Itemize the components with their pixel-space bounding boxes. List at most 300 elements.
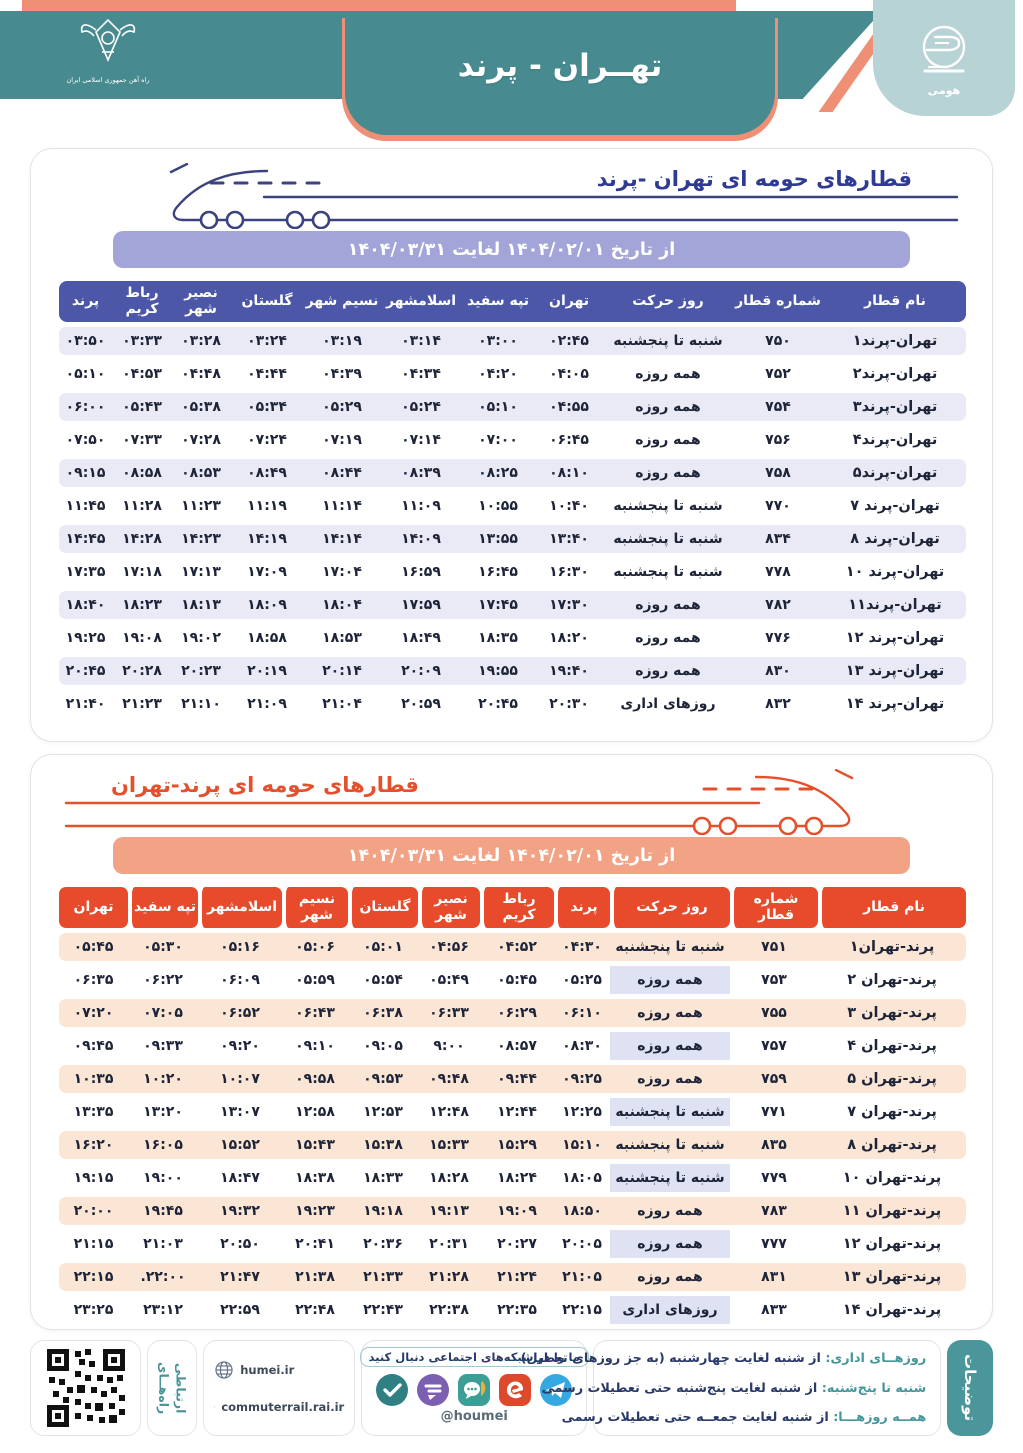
time-cell: ۲۱:۰۳ bbox=[143, 1236, 183, 1253]
website-url[interactable]: commuterrail.rai.ir bbox=[221, 1399, 345, 1414]
time-cell: ۰۶:۳۵ bbox=[73, 972, 114, 989]
time-cell: ۰۵:۲۴ bbox=[380, 393, 462, 421]
time-cell: ۱۳:۲۰ bbox=[143, 1104, 183, 1121]
time-cell: ۱۲:۵۸ bbox=[295, 1104, 335, 1121]
column-header: پرند bbox=[554, 887, 610, 928]
time-cell: ۲۰:۵۹ bbox=[401, 696, 441, 713]
operating-days-cell: همه روزه bbox=[604, 459, 732, 487]
table-row bbox=[59, 690, 966, 718]
time-cell: ۲۱:۰۴ bbox=[322, 696, 362, 713]
train-number-cell: ۷۷۶ bbox=[765, 630, 791, 647]
time-cell: ۲۱:۱۰ bbox=[181, 696, 221, 713]
time-cell: ۲۲:۴۳ bbox=[363, 1302, 403, 1319]
contact-label: راه‌هــای bbox=[156, 1361, 172, 1415]
time-cell: ۱۷:۱۸ bbox=[122, 564, 162, 581]
time-cell: ۰۷:۲۴ bbox=[247, 432, 287, 449]
operating-days-cell: همه روزه bbox=[610, 966, 730, 994]
time-cell: ۱۵:۴۳ bbox=[282, 1131, 348, 1159]
time-cell: ۱۴:۲۸ bbox=[112, 525, 172, 553]
time-cell: ۲۰:۰۵ bbox=[562, 1236, 602, 1253]
train-logo-icon bbox=[913, 20, 975, 82]
time-cell: ۱۸:۰۵ bbox=[562, 1170, 602, 1187]
table-row bbox=[59, 1230, 966, 1258]
column-header: روز حرکت bbox=[610, 887, 730, 928]
column-header: تهران bbox=[59, 887, 128, 928]
time-cell: ۰۸:۳۰ bbox=[562, 1038, 602, 1055]
train-number-cell: ۸۳۰ bbox=[732, 657, 824, 685]
time-cell: ۰۸:۵۸ bbox=[112, 459, 172, 487]
operating-days-cell: همه روزه bbox=[635, 432, 701, 449]
time-cell: ۲۳:۱۲ bbox=[143, 1302, 183, 1319]
time-cell: ۲۰:۲۷ bbox=[497, 1236, 537, 1253]
tehran-parand-table bbox=[59, 276, 964, 723]
time-cell: ۰۳:۱۴ bbox=[380, 327, 462, 355]
table-row bbox=[59, 657, 966, 685]
time-cell: ۱۳:۴۰ bbox=[534, 525, 604, 553]
time-cell: ۰۶:۴۵ bbox=[549, 432, 589, 449]
page-header bbox=[0, 0, 1023, 142]
time-cell: ۱۵:۳۳ bbox=[418, 1131, 480, 1159]
time-cell: ۰۳:۱۹ bbox=[304, 327, 380, 355]
train-number-cell: ۷۸۲ bbox=[732, 591, 824, 619]
train-name-cell: پرند-تهران ۴ bbox=[847, 1038, 937, 1055]
time-cell: ۰۸:۵۳ bbox=[172, 459, 230, 487]
time-cell: ۱۸:۲۳ bbox=[112, 591, 172, 619]
column-header: نسیم شهر bbox=[304, 281, 380, 322]
column-header: شماره قطار bbox=[730, 887, 818, 928]
column-header: روز حرکت bbox=[604, 281, 732, 322]
time-cell: ۱۷:۰۴ bbox=[322, 564, 362, 581]
table-row bbox=[59, 459, 966, 487]
time-cell: ۰۷:۳۳ bbox=[122, 432, 162, 449]
operating-days-cell: شنبه تا پنجشنبه bbox=[610, 1131, 730, 1159]
time-cell: ۰۵:۳۰ bbox=[128, 933, 198, 961]
time-cell: ۲۰:۴۵ bbox=[478, 696, 518, 713]
operating-days-cell: همه روزه bbox=[610, 999, 730, 1027]
time-cell: ۲۰:۰۰ bbox=[59, 1197, 128, 1225]
time-cell: ۱۸:۳۵ bbox=[478, 630, 518, 647]
train-number-cell: ۷۵۸ bbox=[732, 459, 824, 487]
time-cell: ۲۱:۳۸ bbox=[282, 1263, 348, 1291]
table-row bbox=[59, 1263, 966, 1291]
train-name-cell: پرند-تهران۱ bbox=[818, 933, 966, 961]
operating-days-cell: شنبه تا پنجشنبه bbox=[610, 1164, 730, 1192]
time-cell: ۲۱:۲۸ bbox=[418, 1263, 480, 1291]
houmei-logo bbox=[873, 0, 1015, 116]
time-cell: ۰۴:۲۰ bbox=[478, 366, 518, 383]
note-line: روزهــای اداری: از شنبه لغایت چهارشنبه (به جز روزهای تعطیل) bbox=[520, 1351, 927, 1366]
train-number-cell: ۷۵۹ bbox=[730, 1065, 818, 1093]
social-title: ما را در شبکه‌های اجتماعی دنبال کنید bbox=[360, 1347, 589, 1367]
time-cell: ۰۵:۱۰ bbox=[65, 366, 106, 383]
time-cell: ۰۷:۱۴ bbox=[401, 432, 441, 449]
igap-icon[interactable] bbox=[416, 1373, 450, 1407]
time-cell: ۲۲:۳۸ bbox=[429, 1302, 469, 1319]
column-header: شماره قطار bbox=[732, 281, 824, 322]
column-header: نام قطار bbox=[818, 887, 966, 928]
train-name-cell: تهران-پرند۲ bbox=[852, 366, 938, 383]
table-row bbox=[59, 558, 966, 586]
time-cell: ۱۰:۵۵ bbox=[478, 498, 518, 515]
parand-tehran-card bbox=[30, 754, 993, 1330]
time-cell: ۱۹:۳۲ bbox=[198, 1197, 282, 1225]
time-cell: ۲۰:۱۴ bbox=[304, 657, 380, 685]
time-cell: ۲۳:۲۵ bbox=[73, 1302, 114, 1319]
time-cell: ۱۴:۲۳ bbox=[172, 525, 230, 553]
time-cell: ۰۹:۴۵ bbox=[73, 1038, 114, 1055]
time-cell: ۲۱:۱۵ bbox=[73, 1236, 114, 1253]
time-cell: ۰۷:۵۰ bbox=[65, 432, 106, 449]
section2-date-banner: از تاریخ ۱۴۰۴/۰۲/۰۱ لغایت ۱۴۰۴/۰۳/۳۱ bbox=[113, 837, 909, 874]
time-cell: ۱۲:۴۴ bbox=[497, 1104, 537, 1121]
table-row bbox=[59, 1131, 966, 1159]
time-cell: ۲۰:۲۳ bbox=[172, 657, 230, 685]
table-row bbox=[59, 1065, 966, 1093]
contact-label-card bbox=[147, 1340, 197, 1436]
train-number-cell: ۸۳۱ bbox=[730, 1263, 818, 1291]
table-row bbox=[59, 1296, 966, 1324]
train-number-cell: ۷۵۶ bbox=[765, 432, 791, 449]
time-cell: ۲۲:۱۵ bbox=[59, 1263, 128, 1291]
column-header: تپه سفید bbox=[462, 281, 534, 322]
train-number-cell: ۸۳۵ bbox=[730, 1131, 818, 1159]
column-header: گلستان bbox=[348, 887, 418, 928]
time-cell: ۰۹:۴۴ bbox=[480, 1065, 554, 1093]
train-number-cell: ۷۷۱ bbox=[761, 1104, 787, 1121]
note-line: همــه روزهـــا: از شنبه لغایت جمعــه حتی تعطیلات رسمی bbox=[561, 1410, 927, 1425]
table-row bbox=[59, 426, 966, 454]
time-cell: ۱۷:۰۹ bbox=[247, 564, 287, 581]
train-name-cell: پرند-تهران ۱۱ bbox=[818, 1197, 966, 1225]
operating-days-cell: شنبه تا پنجشنبه bbox=[613, 564, 723, 581]
time-cell: ۱۱:۲۳ bbox=[181, 498, 221, 515]
time-cell: ۱۴:۰۹ bbox=[380, 525, 462, 553]
notes-tab bbox=[947, 1340, 993, 1436]
operating-days-cell: شنبه تا پنجشنبه bbox=[604, 327, 732, 355]
train-name-cell: تهران-پرند ۱۴ bbox=[845, 696, 945, 713]
table-row bbox=[59, 393, 966, 421]
time-cell: ۱۵:۲۹ bbox=[480, 1131, 554, 1159]
column-header: رباط کریم bbox=[480, 887, 554, 928]
train-number-cell: ۷۵۵ bbox=[730, 999, 818, 1027]
time-cell: ۰۷:۱۹ bbox=[322, 432, 362, 449]
time-cell: ۱۲:۴۸ bbox=[429, 1104, 469, 1121]
time-cell: ۲۰:۴۱ bbox=[295, 1236, 335, 1253]
time-cell: ۱۰:۳۵ bbox=[59, 1065, 128, 1093]
time-cell: ۰۹:۲۰ bbox=[220, 1038, 260, 1055]
operating-days-cell: همه روزه bbox=[610, 1032, 730, 1060]
time-cell: ۰۸:۳۹ bbox=[380, 459, 462, 487]
note-line: شنبه تا پنج‌شنبه: از شنبه لغایت پنج‌شنبه حتی تعطیلات رسمی bbox=[541, 1380, 927, 1396]
section2-title: قطارهای حومه ای پرند-تهران bbox=[111, 773, 419, 797]
time-cell: ۰۴:۵۲ bbox=[480, 933, 554, 961]
time-cell: ۰۵:۰۱ bbox=[348, 933, 418, 961]
train-number-cell: ۷۷۰ bbox=[765, 498, 791, 515]
table-row bbox=[59, 525, 966, 553]
social-handle[interactable]: @houmei bbox=[440, 1409, 508, 1424]
train-name-cell: پرند-تهران ۱۳ bbox=[818, 1263, 966, 1291]
bale-icon[interactable] bbox=[375, 1373, 409, 1407]
train-name-cell: پرند-تهران ۱۲ bbox=[842, 1236, 942, 1253]
page-title: تهــران - پرند bbox=[457, 48, 663, 84]
train-number-cell: ۷۵۴ bbox=[732, 393, 824, 421]
column-header: نسیم شهر bbox=[282, 887, 348, 928]
operating-days-cell: شنبه تا پنجشنبه bbox=[610, 933, 730, 961]
time-cell: ۲۲:۴۸ bbox=[295, 1302, 335, 1319]
time-cell: ۰۹:۲۵ bbox=[554, 1065, 610, 1093]
operating-days-cell: همه روزه bbox=[610, 1065, 730, 1093]
rai-logo bbox=[48, 16, 168, 84]
train-name-cell: تهران-پرند ۸ bbox=[824, 525, 966, 553]
section1-date-banner: از تاریخ ۱۴۰۴/۰۲/۰۱ لغایت ۱۴۰۴/۰۳/۳۱ bbox=[113, 231, 909, 268]
notes-card bbox=[520, 1340, 941, 1436]
time-cell: ۰۵:۵۹ bbox=[295, 972, 335, 989]
operating-days-cell: همه روزه bbox=[635, 630, 701, 647]
train-number-cell: ۷۷۸ bbox=[765, 564, 791, 581]
time-cell: ۱۷:۴۵ bbox=[462, 591, 534, 619]
rai-emblem-icon bbox=[76, 16, 140, 74]
time-cell: ۰۹:۵۳ bbox=[348, 1065, 418, 1093]
table-row bbox=[59, 1197, 966, 1225]
time-cell: ۰۸:۴۴ bbox=[304, 459, 380, 487]
time-cell: ۰۵:۴۹ bbox=[429, 972, 469, 989]
operating-days-cell: همه روزه bbox=[610, 1197, 730, 1225]
time-cell: ۱۹:۰۹ bbox=[480, 1197, 554, 1225]
time-cell: ۲۰:۰۹ bbox=[380, 657, 462, 685]
salmon-top-strip bbox=[22, 0, 736, 11]
time-cell: ۲۰:۵۰ bbox=[220, 1236, 260, 1253]
time-cell: ۰۹:۱۵ bbox=[59, 459, 112, 487]
time-cell: ۰۴:۳۹ bbox=[322, 366, 362, 383]
eitaa-icon[interactable] bbox=[498, 1373, 532, 1407]
table-row bbox=[59, 624, 966, 652]
time-cell: ۱۳:۵۵ bbox=[462, 525, 534, 553]
time-cell: ۰۵:۴۳ bbox=[112, 393, 172, 421]
time-cell: ۱۸:۲۰ bbox=[549, 630, 589, 647]
operating-days-cell: روزهای اداری bbox=[620, 696, 716, 713]
time-cell: ۰۷:۲۸ bbox=[181, 432, 221, 449]
time-cell: ۱۹:۱۵ bbox=[73, 1170, 114, 1187]
time-cell: ۰۶:۰۹ bbox=[220, 972, 260, 989]
time-cell: ۰۹:۰۵ bbox=[363, 1038, 403, 1055]
time-cell: ۲۱:۴۷ bbox=[198, 1263, 282, 1291]
houmei-wordmark: هومی bbox=[927, 83, 961, 97]
train-number-cell: ۸۳۲ bbox=[765, 696, 791, 713]
time-cell: ۱۵:۱۰ bbox=[554, 1131, 610, 1159]
table-row bbox=[59, 1098, 966, 1126]
train-name-cell: تهران-پرند ۱۳ bbox=[824, 657, 966, 685]
time-cell: ۰۵:۴۵ bbox=[59, 933, 128, 961]
time-cell: ۰۹:۳۳ bbox=[143, 1038, 183, 1055]
time-cell: ۱۲:۵۳ bbox=[363, 1104, 403, 1121]
time-cell: ۰۸:۲۵ bbox=[462, 459, 534, 487]
time-cell: ۱۹:۰۰ bbox=[143, 1170, 183, 1187]
time-cell: ۹:۰۰ bbox=[433, 1038, 465, 1055]
time-cell: ۰۳:۵۰ bbox=[59, 327, 112, 355]
operating-days-cell: همه روزه bbox=[604, 657, 732, 685]
time-cell: ۰۸:۱۰ bbox=[534, 459, 604, 487]
train-name-cell: تهران-پرند ۱۰ bbox=[845, 564, 945, 581]
time-cell: ۱۷:۵۹ bbox=[380, 591, 462, 619]
time-cell: ۱۶:۴۵ bbox=[478, 564, 518, 581]
time-cell: ۱۶:۲۰ bbox=[59, 1131, 128, 1159]
time-cell: ۱۴:۱۹ bbox=[230, 525, 304, 553]
train-number-cell: ۷۵۷ bbox=[761, 1038, 787, 1055]
time-cell: ۱۰:۴۰ bbox=[549, 498, 589, 515]
table-row bbox=[59, 327, 966, 355]
section1-title: قطارهای حومه ای تهران -پرند bbox=[596, 167, 912, 191]
time-cell: ۱۹:۲۵ bbox=[65, 630, 106, 647]
train-number-cell: ۷۷۹ bbox=[761, 1170, 787, 1187]
time-cell: ۰۸:۴۹ bbox=[230, 459, 304, 487]
time-cell: ۱۱:۱۴ bbox=[322, 498, 362, 515]
time-cell: ۰۷:۰۵ bbox=[128, 999, 198, 1027]
train-name-cell: پرند-تهران ۳ bbox=[818, 999, 966, 1027]
time-cell: ۱۷:۳۵ bbox=[65, 564, 106, 581]
time-cell: ۱۸:۰۹ bbox=[230, 591, 304, 619]
time-cell: ۱۱:۴۵ bbox=[65, 498, 106, 515]
operating-days-cell: همه روزه bbox=[604, 591, 732, 619]
time-cell: ۱۳:۰۷ bbox=[220, 1104, 260, 1121]
table-row bbox=[59, 591, 966, 619]
time-cell: ۱۸:۴۰ bbox=[59, 591, 112, 619]
train-number-cell: ۸۳۴ bbox=[732, 525, 824, 553]
time-cell: ۰۳:۳۳ bbox=[112, 327, 172, 355]
train-number-cell: ۷۸۳ bbox=[730, 1197, 818, 1225]
time-cell: ۰۶:۳۳ bbox=[418, 999, 480, 1027]
time-cell: ۰۵:۳۸ bbox=[172, 393, 230, 421]
footer bbox=[30, 1340, 993, 1436]
time-cell: ۲۱:۴۰ bbox=[65, 696, 106, 713]
time-cell: ۲۱:۰۹ bbox=[247, 696, 287, 713]
globe-icon bbox=[214, 1360, 234, 1380]
column-header: گلستان bbox=[230, 281, 304, 322]
column-header: نصیر شهر bbox=[418, 887, 480, 928]
time-cell: ۱۱:۲۸ bbox=[122, 498, 162, 515]
time-cell: ۰۹:۵۸ bbox=[282, 1065, 348, 1093]
time-cell: ۲۱:۰۵ bbox=[554, 1263, 610, 1291]
time-cell: ۰۹:۱۰ bbox=[295, 1038, 335, 1055]
time-cell: ۰۴:۳۰ bbox=[554, 933, 610, 961]
time-cell: ۱۸:۵۰ bbox=[554, 1197, 610, 1225]
time-cell: ۲۰:۲۸ bbox=[112, 657, 172, 685]
train-name-cell: پرند-تهران ۵ bbox=[818, 1065, 966, 1093]
column-header: تپه سفید bbox=[128, 887, 198, 928]
time-cell: ۰۵:۲۵ bbox=[562, 972, 602, 989]
column-header: نام قطار bbox=[824, 281, 966, 322]
websites-card bbox=[203, 1340, 355, 1436]
time-cell: ۱۸:۳۳ bbox=[363, 1170, 403, 1187]
time-cell: ۰۶:۱۰ bbox=[554, 999, 610, 1027]
time-cell: ۱۷:۱۳ bbox=[181, 564, 221, 581]
time-cell: ۱۴:۴۵ bbox=[59, 525, 112, 553]
operating-days-cell: همه روزه bbox=[635, 366, 701, 383]
time-cell: ۱۸:۳۸ bbox=[295, 1170, 335, 1187]
time-cell: ۰۵:۱۶ bbox=[198, 933, 282, 961]
contact-label: ارتباطی bbox=[173, 1362, 189, 1414]
column-header: رباط کریم bbox=[112, 281, 172, 322]
operating-days-cell: شنبه تا پنجشنبه bbox=[604, 525, 732, 553]
website-url[interactable]: humei.ir bbox=[240, 1362, 295, 1377]
train-name-cell: پرند-تهران ۷ bbox=[847, 1104, 937, 1121]
train-number-cell: ۷۵۲ bbox=[765, 366, 791, 383]
time-cell: ۱۱:۰۹ bbox=[401, 498, 441, 515]
time-cell: ۰۳:۲۴ bbox=[230, 327, 304, 355]
table-row bbox=[59, 492, 966, 520]
time-cell: ۰۴:۵۳ bbox=[122, 366, 162, 383]
operating-days-cell: همه روزه bbox=[610, 1230, 730, 1258]
column-header: اسلامشهر bbox=[198, 887, 282, 928]
time-cell: ۲۲:۳۵ bbox=[497, 1302, 537, 1319]
train-name-cell: پرند-تهران ۸ bbox=[818, 1131, 966, 1159]
time-cell: ۱۵:۳۸ bbox=[348, 1131, 418, 1159]
train-name-cell: تهران-پرند ۱۲ bbox=[845, 630, 945, 647]
time-cell: ۱۸:۴۹ bbox=[401, 630, 441, 647]
time-cell: ۰۵:۱۰ bbox=[462, 393, 534, 421]
time-cell: ۲۱:۲۴ bbox=[480, 1263, 554, 1291]
time-cell: ۱۹:۰۸ bbox=[122, 630, 162, 647]
parand-tehran-table bbox=[59, 882, 964, 1329]
time-cell: ۰۶:۲۲ bbox=[143, 972, 183, 989]
train-name-cell: تهران-پرند۵ bbox=[824, 459, 966, 487]
time-cell: ۱۳:۳۵ bbox=[73, 1104, 114, 1121]
train-number-cell: ۷۵۳ bbox=[761, 972, 787, 989]
time-cell: ۱۵:۵۲ bbox=[198, 1131, 282, 1159]
time-cell: ۰۵:۲۹ bbox=[304, 393, 380, 421]
section2-title-row bbox=[59, 769, 964, 835]
notes-tab-label: توضیحات bbox=[961, 1354, 980, 1422]
time-cell: ۱۹:۲۳ bbox=[282, 1197, 348, 1225]
website-row[interactable] bbox=[214, 1397, 344, 1417]
train-number-cell: ۸۳۳ bbox=[761, 1302, 787, 1319]
time-cell: ۱۷:۳۰ bbox=[534, 591, 604, 619]
time-cell: ۰۶:۲۹ bbox=[480, 999, 554, 1027]
time-cell: ۲۱:۳۳ bbox=[348, 1263, 418, 1291]
time-cell: ۱۹:۱۸ bbox=[348, 1197, 418, 1225]
train-number-cell: ۷۵۱ bbox=[730, 933, 818, 961]
qr-code-card bbox=[30, 1340, 141, 1436]
time-cell: ۰۴:۴۸ bbox=[181, 366, 221, 383]
time-cell: ۱۱:۱۹ bbox=[247, 498, 287, 515]
table-row bbox=[59, 1164, 966, 1192]
time-cell: ۱۸:۱۳ bbox=[172, 591, 230, 619]
time-cell: ۰۶:۰۰ bbox=[59, 393, 112, 421]
column-header: اسلامشهر bbox=[380, 281, 462, 322]
time-cell: ۱۹:۴۰ bbox=[534, 657, 604, 685]
time-cell: ۰۷:۰۰ bbox=[478, 432, 518, 449]
time-cell: ۱۸:۵۸ bbox=[247, 630, 287, 647]
train-name-cell: پرند-تهران ۱۰ bbox=[842, 1170, 942, 1187]
time-cell: ۰۳:۲۸ bbox=[172, 327, 230, 355]
time-cell: ۲۲:۱۵ bbox=[562, 1302, 602, 1319]
time-cell: ۱۹:۱۳ bbox=[418, 1197, 480, 1225]
website-row[interactable] bbox=[214, 1360, 344, 1380]
time-cell: ۱۲:۲۵ bbox=[562, 1104, 602, 1121]
time-cell: ۱۸:۴۷ bbox=[220, 1170, 260, 1187]
time-cell: ۲۲:۵۹ bbox=[220, 1302, 260, 1319]
time-cell: ۱۹:۴۵ bbox=[128, 1197, 198, 1225]
time-cell: ۱۹:۰۲ bbox=[181, 630, 221, 647]
time-cell: ۰۸:۵۷ bbox=[497, 1038, 537, 1055]
time-cell: ۰۴:۴۴ bbox=[247, 366, 287, 383]
table-row bbox=[59, 360, 966, 388]
time-cell: ۲۱:۲۳ bbox=[122, 696, 162, 713]
train-name-cell: پرند-تهران ۲ bbox=[847, 972, 937, 989]
time-cell: ۱۰:۲۰ bbox=[128, 1065, 198, 1093]
soroush-icon[interactable] bbox=[457, 1373, 491, 1407]
time-cell: ۲۰:۳۱ bbox=[429, 1236, 469, 1253]
time-cell: ۰۶:۵۲ bbox=[198, 999, 282, 1027]
